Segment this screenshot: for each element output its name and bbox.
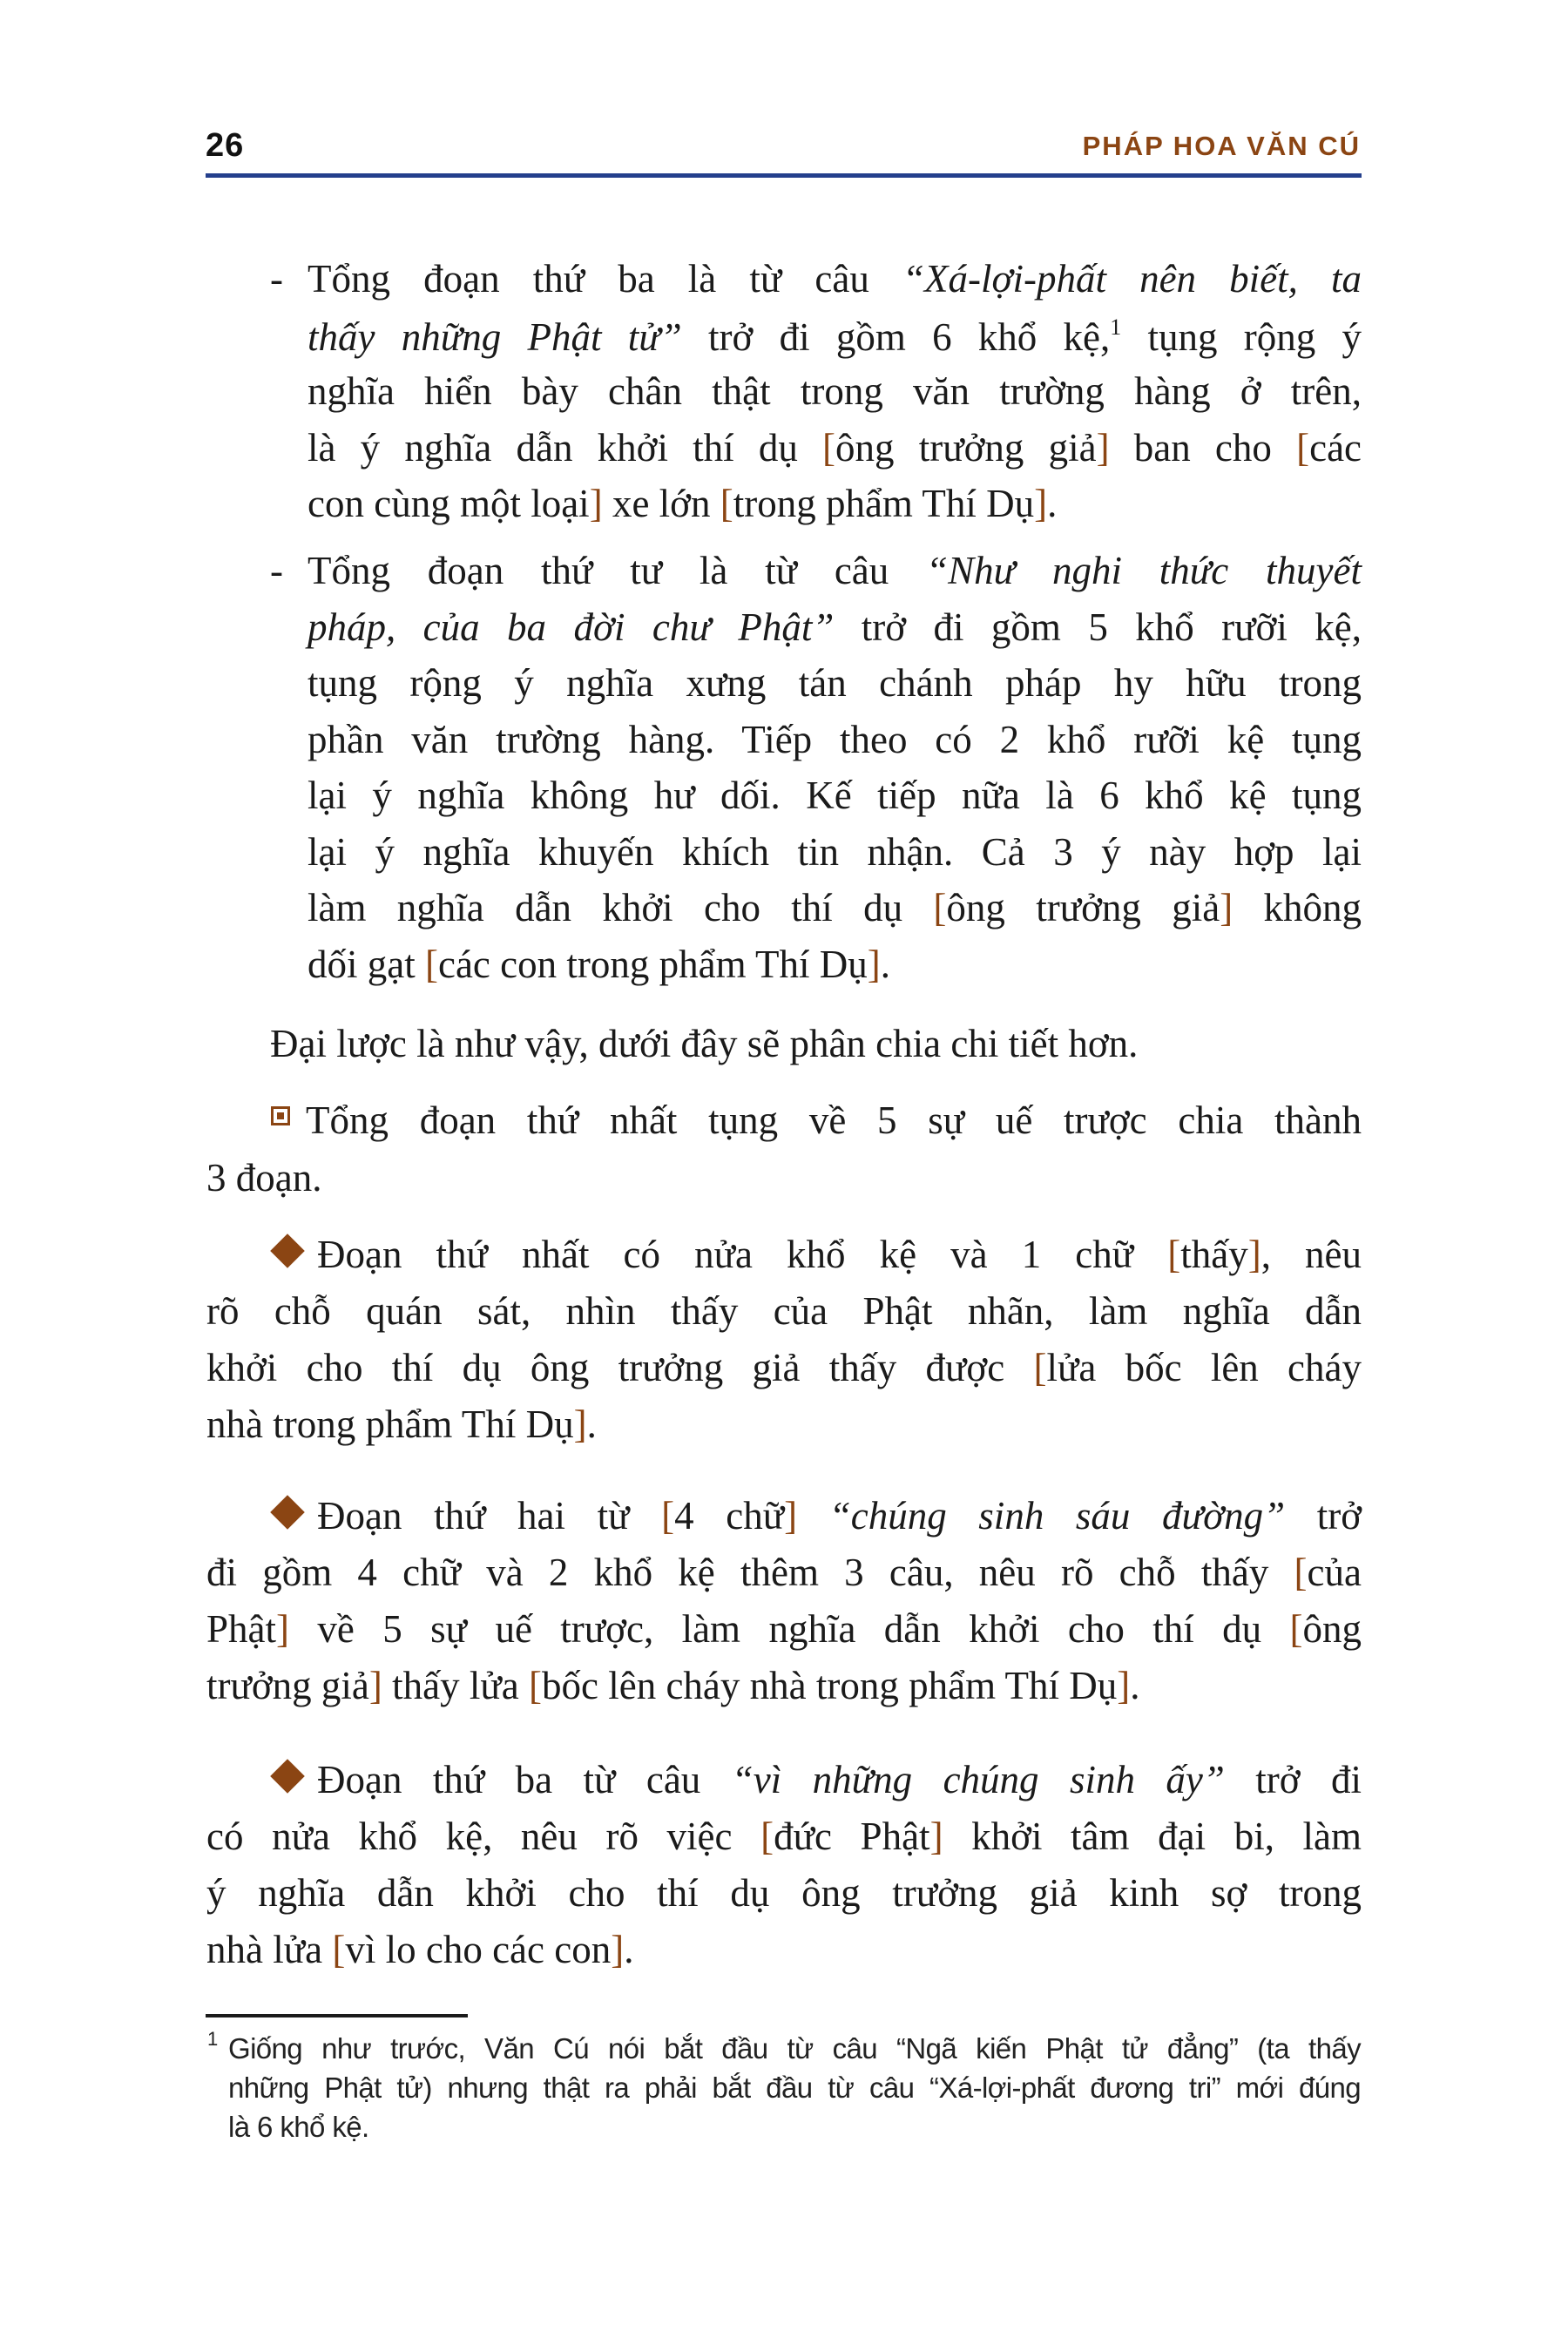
bracket: [ [760, 1815, 774, 1858]
bracket: [ [720, 482, 733, 525]
text-run: Phật [206, 1607, 277, 1651]
bracket: [ [822, 425, 836, 470]
paragraph-2-line [206, 1553, 1362, 1592]
section-heading-line-2: 3 đoạn. [206, 1156, 322, 1200]
text-run: trở đi gồm 5 khổ rưỡi kệ, [834, 605, 1362, 649]
bracket: ] [784, 1494, 798, 1538]
text-run: đức Phật [774, 1815, 930, 1858]
bracket: [ [424, 942, 438, 986]
text-run: Đoạn thứ nhất có nửa khổ kệ và 1 chữ [317, 1233, 1168, 1276]
text-run: ban cho [1109, 425, 1297, 470]
bracket: ] [1034, 482, 1048, 525]
bracket: [ [1294, 1551, 1308, 1594]
text-run: tụng rộng ý [1121, 314, 1362, 359]
footnote-reference: 1 [1110, 314, 1122, 340]
text-run: bốc lên cháy nhà trong phẩm Thí Dụ [542, 1664, 1118, 1707]
text-run: con cùng một loại [308, 482, 590, 525]
paragraph-3-line [317, 1758, 1362, 1801]
bullet-1-line [308, 316, 1362, 357]
bracket: ] [589, 482, 603, 525]
text-run: lại ý nghĩa không hư dối. Kế tiếp nữa là 6 khổ kệ tụng [308, 774, 1362, 817]
footnote-line-3: là 6 khổ kệ. [228, 2111, 369, 2143]
text-run: nhà trong phẩm Thí Dụ [206, 1402, 574, 1446]
text-run: ông trưởng giả [946, 886, 1220, 929]
footnote-rule [206, 2014, 468, 2017]
bullet-1-line [308, 425, 1362, 470]
text-run: Đoạn thứ ba từ câu [317, 1758, 732, 1801]
paragraph-1-line [317, 1235, 1362, 1274]
text-run: ông trưởng giả [835, 425, 1097, 470]
bracket: ] [573, 1402, 587, 1446]
header-rule [206, 173, 1362, 178]
paragraph-1-line [206, 1289, 1362, 1333]
text-run: vì lo cho các con [345, 1928, 612, 1971]
bullet-2-line [308, 776, 1362, 815]
bullet-2-line [308, 886, 1362, 929]
page-number: 26 [206, 127, 245, 164]
square-bullet-icon [271, 1106, 290, 1125]
text-run: trở đi gồm 6 khổ kệ, [681, 314, 1111, 359]
text-run: không [1233, 886, 1362, 929]
bracket: [ [529, 1664, 542, 1707]
paragraph-2-line [206, 1666, 1140, 1706]
text-run: là ý nghĩa dẫn khởi thí dụ [308, 425, 823, 470]
text-run: thấy lửa [382, 1664, 529, 1707]
text-run: của [1307, 1551, 1362, 1594]
text-run: Tổng đoạn thứ ba là từ câu [308, 257, 902, 301]
text-run: các con trong phẩm Thí Dụ [437, 942, 868, 986]
text-run: xe lớn [602, 482, 720, 525]
text-run: ông [1302, 1607, 1362, 1651]
paragraph-3-line [206, 1817, 1362, 1856]
text-run: làm nghĩa dẫn khởi cho thí dụ [308, 886, 934, 929]
diamond-bullet-icon [270, 1759, 305, 1794]
text-run: về 5 sự uế trược, làm nghĩa dẫn khởi cho thí dụ [289, 1607, 1290, 1651]
text-run: dối gạt [308, 942, 425, 986]
quoted-text: “chúng sinh sáu đường” [828, 1494, 1286, 1538]
summary-paragraph: Đại lược là như vậy, dưới đây sẽ phân chia chi tiết hơn. [270, 1022, 1139, 1065]
bracket: [ [1289, 1607, 1303, 1651]
text-run: Tổng đoạn thứ tư là từ câu [308, 549, 927, 592]
bullet-1-line [308, 484, 1057, 524]
quoted-text: “Xá-lợi-phất nên biết, ta [902, 257, 1362, 301]
text-run: khởi tâm đại bi, làm [943, 1815, 1362, 1858]
bracket: ] [1220, 886, 1233, 929]
bracket: [ [1296, 425, 1310, 470]
paragraph-2-line [206, 1607, 1362, 1651]
paragraph-2-line [317, 1494, 1362, 1538]
bullet-2-line [308, 942, 891, 986]
quoted-text: “vì những chúng sinh ấy” [731, 1758, 1225, 1801]
bracket: ] [1247, 1233, 1261, 1276]
bracket: [ [1033, 1346, 1047, 1389]
text-run: có nửa khổ kệ, nêu rõ việc [206, 1815, 761, 1858]
bracket: [ [933, 886, 947, 929]
running-header-title: PHÁP HOA VĂN CÚ [1082, 131, 1361, 161]
bracket: [ [1167, 1233, 1181, 1276]
bullet-1-line [308, 257, 1362, 301]
dash-bullet-marker: - [270, 549, 283, 592]
bracket: [ [661, 1494, 675, 1538]
diamond-bullet-icon [270, 1233, 305, 1268]
bracket: ] [1096, 425, 1110, 470]
bullet-2-line [308, 717, 1362, 761]
footnote-mark: 1 [207, 2028, 219, 2050]
text-run: . [1130, 1664, 1140, 1707]
section-heading-line-1: Tổng đoạn thứ nhất tụng về 5 sự uế trược chia thành [306, 1098, 1362, 1142]
footnote-line-2: những Phật tử) nhưng thật ra phải bắt đầu từ câu “Xá-lợi-phất đương tri” mới đúng [228, 2072, 1361, 2104]
quoted-text: pháp, của ba đời chư Phật” [308, 605, 835, 649]
text-run: nghĩa hiển bày chân thật trong văn trường hàng ở trên, [308, 369, 1362, 413]
bullet-2-line [308, 829, 1362, 874]
text-run: Đoạn thứ hai từ [317, 1494, 662, 1538]
text-run: trở [1285, 1494, 1362, 1538]
text-run: nhà lửa [206, 1928, 333, 1971]
paragraph-3-line [206, 1930, 633, 1970]
bracket: ] [929, 1815, 943, 1858]
diamond-bullet-icon [270, 1495, 305, 1530]
text-run: . [624, 1928, 634, 1971]
text-run: lửa bốc lên cháy [1046, 1346, 1362, 1389]
text-run [797, 1494, 829, 1538]
bullet-2-line [308, 551, 1362, 591]
bracket: ] [867, 942, 881, 986]
paragraph-1-line [206, 1348, 1362, 1388]
quoted-text: thấy những Phật tử” [308, 314, 682, 359]
text-run: ý nghĩa dẫn khởi cho thí dụ ông trưởng giả kinh sợ trong [206, 1871, 1362, 1915]
text-run: thấy [1180, 1233, 1248, 1276]
text-run: tụng rộng ý nghĩa xưng tán chánh pháp hy hữu trong [308, 661, 1362, 705]
text-run: . [586, 1402, 597, 1446]
bullet-2-line [308, 605, 1362, 649]
text-run: đi gồm 4 chữ và 2 khổ kệ thêm 3 câu, nêu rõ chỗ thấy [206, 1551, 1294, 1594]
text-run: rõ chỗ quán sát, nhìn thấy của Phật nhãn, làm nghĩa dẫn [206, 1289, 1362, 1333]
bullet-2-line [308, 661, 1362, 705]
text-run: trưởng giả [206, 1664, 369, 1707]
quoted-text: “Như nghi thức thuyết [926, 549, 1362, 592]
paragraph-3-line [206, 1871, 1362, 1915]
text-run: 4 chữ [674, 1494, 785, 1538]
bracket: ] [368, 1664, 382, 1707]
text-run: lại ý nghĩa khuyến khích tin nhận. Cả 3 ý này hợp lại [308, 829, 1362, 874]
bullet-1-line [308, 369, 1362, 413]
paragraph-1-line [206, 1402, 597, 1446]
dash-bullet-marker: - [270, 257, 283, 301]
bracket: ] [276, 1607, 290, 1651]
bracket: ] [1117, 1664, 1131, 1707]
text-run: , nêu [1260, 1233, 1362, 1276]
footnote-line-1: Giống như trước, Văn Cú nói bắt đầu từ câu “Ngã kiến Phật tử đẳng” (ta thấy [228, 2032, 1361, 2065]
text-run: trở đi [1224, 1758, 1362, 1801]
text-run: . [1047, 482, 1058, 525]
text-run: khởi cho thí dụ ông trưởng giả thấy được [206, 1346, 1034, 1389]
bracket: [ [332, 1928, 346, 1971]
bracket: ] [611, 1928, 625, 1971]
text-run: phần văn trường hàng. Tiếp theo có 2 khổ rưỡi kệ tụng [308, 717, 1362, 761]
text-run: trong phẩm Thí Dụ [733, 482, 1035, 525]
text-run: . [880, 942, 891, 986]
text-run: các [1309, 425, 1362, 470]
